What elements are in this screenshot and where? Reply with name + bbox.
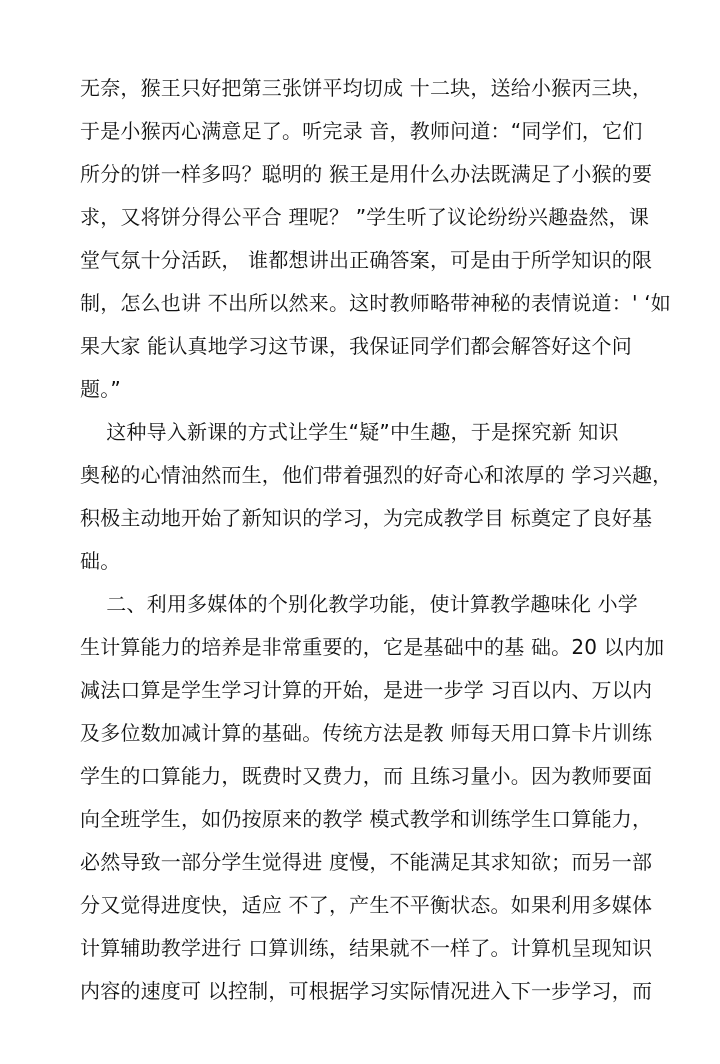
text-line-13: 二、利用多媒体的个别化教学功能，使计算教学趣味化 小学: [80, 592, 638, 616]
text-line-9: 这种导入新课的方式让学生“疑”中生趣，于是探究新 知识: [80, 420, 619, 444]
text-line-11: 积极主动地开始了新知识的学习，为完成教学目 标奠定了良好基: [80, 506, 653, 530]
text-line-2: 于是小猴丙心满意足了。听完录 音，教师问道：“同学们，它们: [80, 119, 643, 143]
text-line-3: 所分的饼一样多吗？聪明的 猴王是用什么办法既满足了小猴的要: [80, 162, 653, 186]
text-line-5: 堂气氛十分活跃， 谁都想讲出正确答案，可是由于所学知识的限: [80, 248, 653, 272]
text-line-6: 制，怎么也讲 不出所以然来。这时教师略带神秘的表情说道：' ‘如: [80, 291, 671, 315]
text-line-21: 计算辅助教学进行 口算训练，结果就不一样了。计算机呈现知识: [80, 936, 653, 960]
text-line-14: 生计算能力的培养是非常重要的，它是基础中的基 础。20 以内加: [80, 635, 665, 659]
text-line-17: 学生的口算能力，既费时又费力，而 且练习量小。因为教师要面: [80, 764, 653, 788]
text-line-15: 减法口算是学生学习计算的开始，是进一步学 习百以内、万以内: [80, 678, 653, 702]
text-line-19: 必然导致一部分学生觉得进 度慢，不能满足其求知欲；而另一部: [80, 850, 653, 874]
text-line-7: 果大家 能认真地学习这节课，我保证同学们都会解答好这个问: [80, 334, 632, 358]
text-line-18: 向全班学生，如仍按原来的教学 模式教学和训练学生口算能力，: [80, 807, 653, 831]
text-line-22: 内容的速度可 以控制，可根据学习实际情况进入下一步学习，而: [80, 979, 653, 1003]
text-line-12: 础。: [80, 549, 121, 573]
text-line-1: 无奈，猴王只好把第三张饼平均切成 十二块，送给小猴丙三块，: [80, 76, 653, 100]
text-line-16: 及多位数加减计算的基础。传统方法是教 师每天用口算卡片训练: [80, 721, 653, 745]
text-line-4: 求，又将饼分得公平合 理呢？ ”学生听了议论纷纷兴趣盎然，课: [80, 205, 650, 229]
text-line-20: 分又觉得进度快，适应 不了，产生不平衡状态。如果利用多媒体: [80, 893, 653, 917]
text-line-8: 题。”: [80, 377, 121, 401]
text-line-10: 奥秘的心情油然而生，他们带着强烈的好奇心和浓厚的 学习兴趣，: [80, 463, 673, 487]
